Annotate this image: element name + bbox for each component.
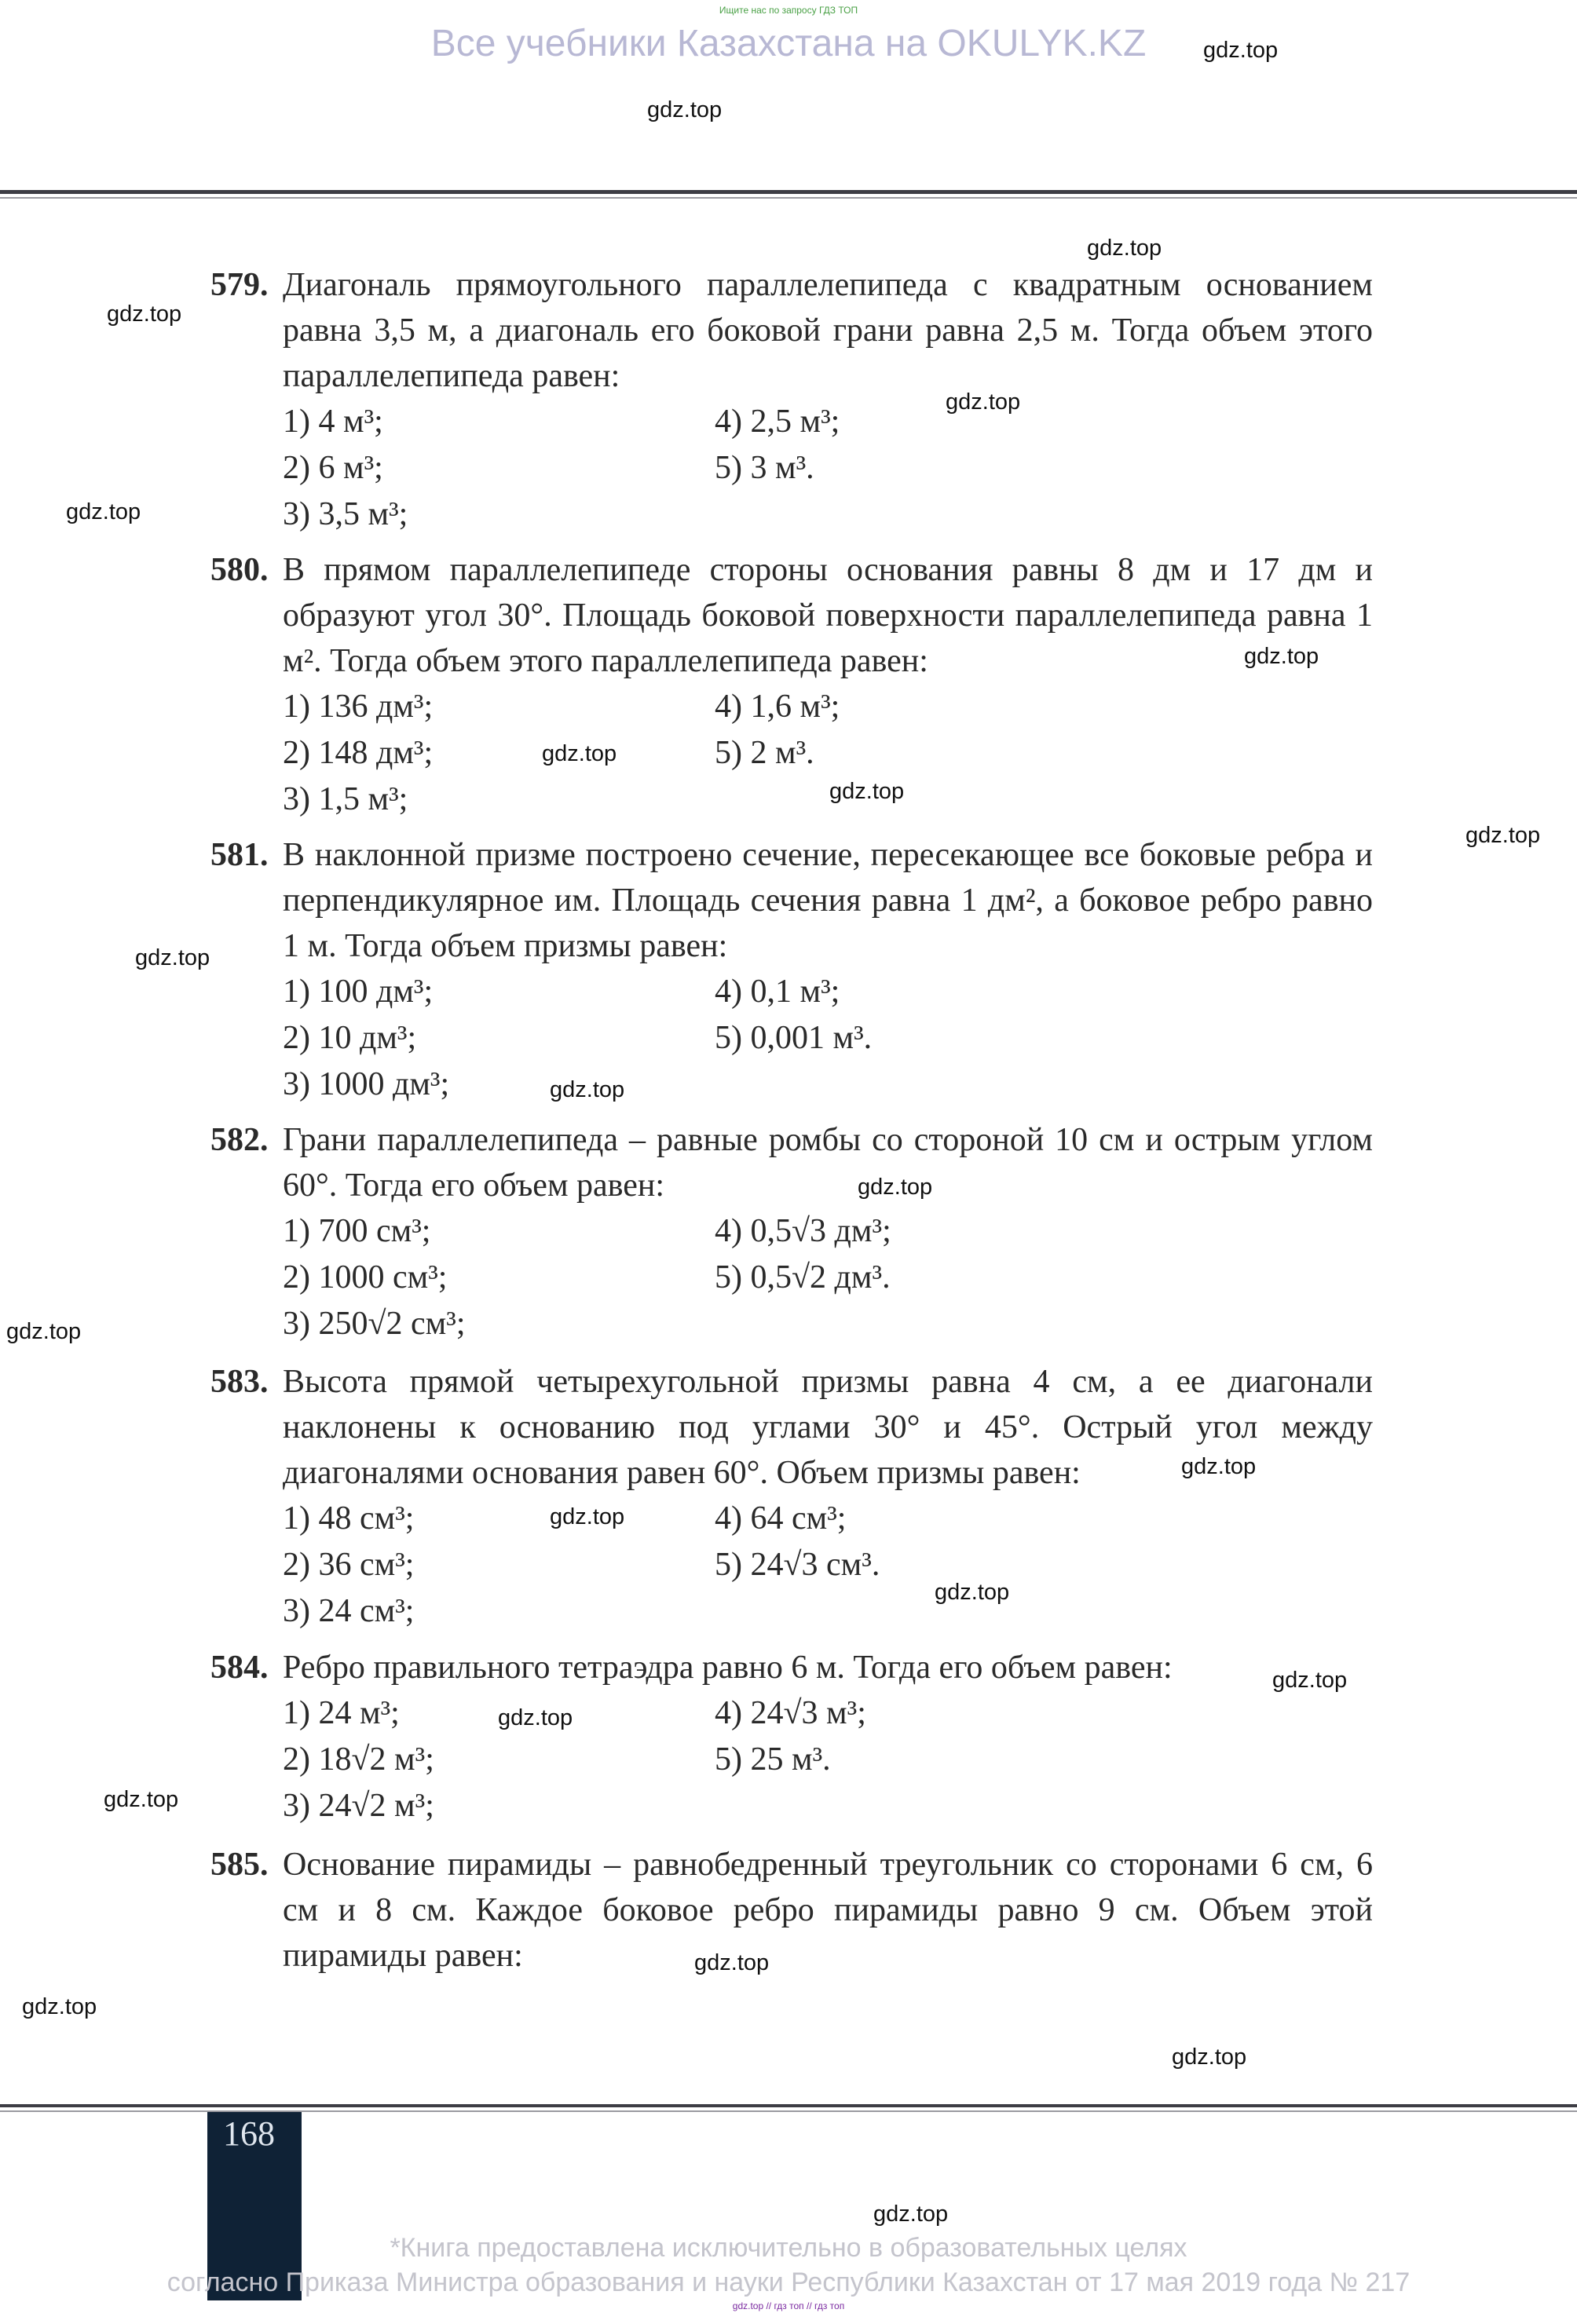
option: 4) 2,5 м³; [715, 404, 840, 440]
watermark[interactable]: gdz.top [66, 499, 141, 524]
option: 5) 0,001 м³. [715, 1020, 873, 1056]
option: 3) 24√2 м³; [283, 1788, 434, 1824]
watermark[interactable]: gdz.top [1087, 236, 1162, 261]
option: 1) 100 дм³; [283, 974, 434, 1010]
problem-580 [210, 547, 1373, 823]
site-banner[interactable]: Все учебники Казахстана на OKULYK.KZ [430, 23, 1147, 64]
option: 2) 148 дм³; [283, 735, 434, 771]
problem-number: 583. [210, 1364, 269, 1400]
problem-text: В прямом параллелепипеде стороны основания равны 8 дм и 17 дм и образуют угол 30°. Площадь боковой поверхности параллелепипеда равна 1 м². Тогда объем этого параллелепипеда равен: [283, 552, 1373, 679]
option: 4) 24√3 м³; [715, 1695, 866, 1731]
answer-options [283, 1208, 1373, 1347]
problem-581 [210, 832, 1373, 1108]
option: 4) 1,6 м³; [715, 689, 840, 725]
watermark[interactable]: gdz.top [1272, 1668, 1348, 1693]
problem-number: 580. [210, 552, 269, 588]
answer-options [283, 1690, 1373, 1829]
option: 4) 0,1 м³; [715, 974, 840, 1010]
top-divider-thin [0, 197, 1577, 199]
watermark[interactable]: gdz.top [6, 1319, 82, 1344]
footer-links[interactable]: gdz.top // гдз топ // гдз топ [732, 2300, 845, 2311]
problem-584 [210, 1645, 1373, 1829]
answer-options [283, 684, 1373, 823]
watermark[interactable]: gdz.top [829, 779, 905, 804]
page-number: 168 [223, 2114, 275, 2153]
problem-number: 585. [210, 1847, 269, 1883]
problem-number: 579. [210, 267, 269, 303]
option: 2) 10 дм³; [283, 1020, 417, 1056]
option: 2) 18√2 м³; [283, 1741, 434, 1778]
problem-585 [210, 1842, 1373, 1979]
option: 2) 36 см³; [283, 1547, 415, 1583]
option: 5) 25 м³. [715, 1741, 831, 1778]
watermark[interactable]: gdz.top [498, 1705, 573, 1730]
top-divider [0, 190, 1577, 194]
watermark[interactable]: gdz.top [647, 97, 723, 122]
problem-text: Диагональ прямоугольного параллелепипеда с квадратным основанием равна 3,5 м, а диагональ его боковой грани равна 2,5 м. Тогда объем этого параллелепипеда равен: [283, 267, 1373, 394]
answer-options [283, 1496, 1373, 1635]
option: 5) 24√3 см³. [715, 1547, 880, 1583]
option: 3) 1000 дм³; [283, 1066, 450, 1102]
option: 5) 3 м³. [715, 450, 814, 486]
option: 5) 0,5√2 дм³. [715, 1259, 891, 1295]
option: 3) 3,5 м³; [283, 496, 408, 532]
watermark[interactable]: gdz.top [104, 1787, 179, 1812]
option: 3) 24 см³; [283, 1593, 415, 1629]
problem-text: Основание пирамиды – равнобедренный треугольник со сторонами 6 см, 6 см и 8 см. Каждое боковое ребро пирамиды равно 9 см. Объем этой пирамиды равен: [283, 1847, 1373, 1974]
watermark[interactable]: gdz.top [873, 2202, 949, 2227]
option: 2) 1000 см³; [283, 1259, 448, 1295]
option: 1) 48 см³; [283, 1500, 415, 1537]
problem-text: В наклонной призме построено сечение, пересекающее все боковые ребра и перпендикулярное им. Площадь сечения равна 1 дм², а боковое ребро равно 1 м. Тогда объем призмы равен: [283, 837, 1373, 964]
watermark[interactable]: gdz.top [946, 389, 1021, 415]
watermark[interactable]: gdz.top [1244, 644, 1319, 669]
watermark[interactable]: gdz.top [1203, 38, 1279, 63]
footer-notice: *Книга предоставлена исключительно в образовательных целях [390, 2233, 1187, 2263]
watermark[interactable]: gdz.top [694, 1950, 770, 1975]
watermark[interactable]: gdz.top [135, 945, 210, 970]
option: 4) 0,5√3 дм³; [715, 1213, 891, 1249]
watermark[interactable]: gdz.top [1181, 1454, 1257, 1479]
problem-number: 581. [210, 837, 269, 873]
problem-579 [210, 262, 1373, 538]
watermark[interactable]: gdz.top [22, 1994, 97, 2019]
search-hint: Ищите нас по запросу ГДЗ ТОП [719, 5, 858, 16]
problem-583 [210, 1359, 1373, 1635]
watermark[interactable]: gdz.top [550, 1504, 625, 1529]
option: 1) 700 см³; [283, 1213, 431, 1249]
problem-text: Ребро правильного тетраэдра равно 6 м. Тогда его объем равен: [283, 1650, 1173, 1686]
bottom-divider [0, 2104, 1577, 2107]
option: 1) 24 м³; [283, 1695, 400, 1731]
option: 1) 136 дм³; [283, 689, 434, 725]
option: 3) 1,5 м³; [283, 781, 408, 817]
problem-number: 584. [210, 1650, 269, 1686]
problem-582 [210, 1117, 1373, 1347]
answer-options [283, 399, 1373, 538]
option: 4) 64 см³; [715, 1500, 847, 1537]
watermark[interactable]: gdz.top [858, 1175, 933, 1200]
watermark[interactable]: gdz.top [1172, 2044, 1247, 2070]
watermark[interactable]: gdz.top [935, 1580, 1010, 1605]
option: 5) 2 м³. [715, 735, 814, 771]
answer-options [283, 969, 1373, 1108]
option: 3) 250√2 см³; [283, 1306, 466, 1342]
problem-text: Высота прямой четырехугольной призмы равна 4 см, а ее диагонали наклонены к основанию под углами 30° и 45°. Острый угол между диагоналями основания равен 60°. Объем призмы равен: [283, 1364, 1373, 1491]
problem-text: Грани параллелепипеда – равные ромбы со стороной 10 см и острым углом 60°. Тогда его объем равен: [283, 1122, 1373, 1204]
footer-legal: согласно Приказа Министра образования и науки Республики Казахстан от 17 мая 2019 года № 217 [166, 2267, 1411, 2297]
problem-number: 582. [210, 1122, 269, 1158]
watermark[interactable]: gdz.top [550, 1077, 625, 1102]
option: 1) 4 м³; [283, 404, 383, 440]
option: 2) 6 м³; [283, 450, 383, 486]
watermark[interactable]: gdz.top [542, 741, 617, 766]
watermark[interactable]: gdz.top [107, 301, 182, 327]
watermark[interactable]: gdz.top [1465, 823, 1541, 848]
